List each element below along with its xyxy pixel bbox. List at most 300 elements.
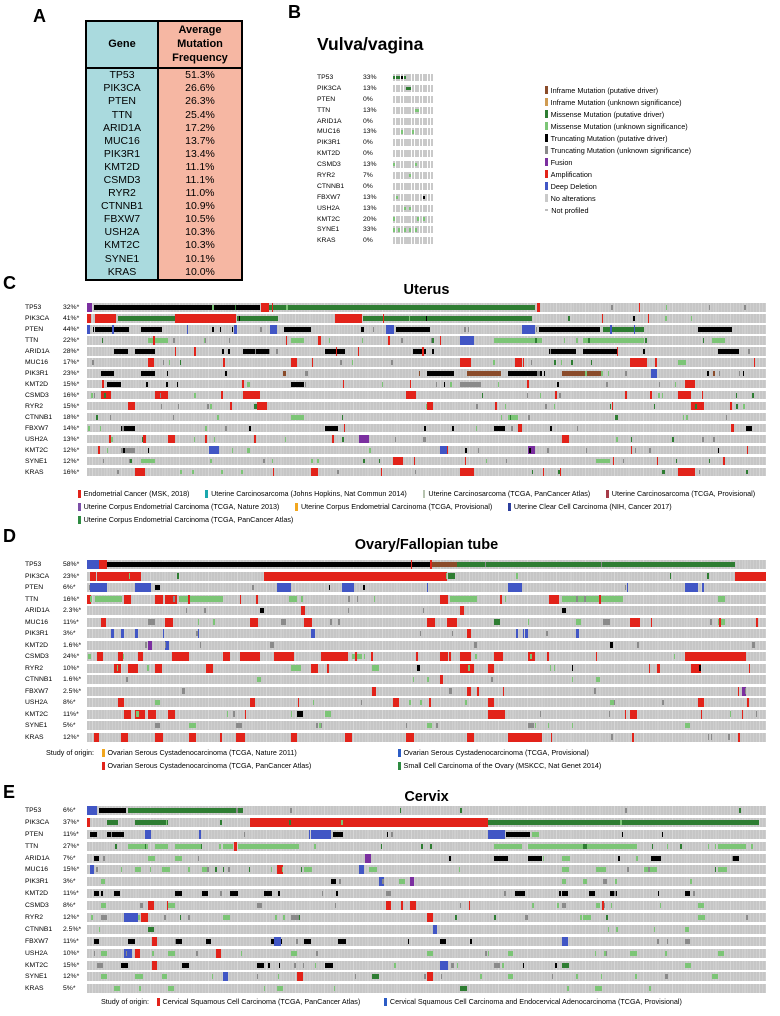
alteration-segment <box>168 710 175 719</box>
alteration-segment <box>678 468 695 477</box>
panel-e-title: Cervix <box>404 789 449 805</box>
alteration-segment <box>162 974 167 979</box>
alteration-segment <box>562 867 569 872</box>
gene-label: RYR2 <box>25 914 44 922</box>
alteration-segment <box>90 583 107 592</box>
sample-cell <box>431 128 433 135</box>
legend-swatch <box>398 762 401 770</box>
gene-cell: PIK3R1 <box>86 148 158 161</box>
alteration-segment <box>152 961 157 970</box>
oncoprint-row <box>25 572 766 581</box>
alteration-segment <box>685 380 695 389</box>
alteration-segment <box>179 596 223 601</box>
alteration-tick <box>452 631 454 636</box>
alteration-segment <box>90 832 97 837</box>
alteration-tick <box>557 382 558 387</box>
alteration-tick <box>634 325 636 334</box>
alteration-segment <box>257 963 264 968</box>
alteration-tick <box>680 844 682 849</box>
alteration-tick <box>331 305 332 310</box>
legend-label: Amplification <box>550 169 592 179</box>
oncoprint-row <box>25 961 766 970</box>
gene-label: PIK3R1 <box>25 369 49 377</box>
oncoprint-row <box>25 675 766 684</box>
table-row <box>86 148 242 161</box>
oncoprint-bar <box>87 457 766 466</box>
alteration-segment <box>532 832 539 837</box>
oncoprint-bar <box>87 358 766 367</box>
gene-cell: ARID1A <box>86 122 158 135</box>
frequency-label: 0% <box>363 237 373 245</box>
alteration-tick <box>633 316 635 321</box>
alteration-tick <box>187 325 188 334</box>
legend-swatch <box>545 170 548 178</box>
alteration-tick <box>611 903 612 908</box>
alteration-tick <box>188 867 190 872</box>
origin-legend-item <box>78 514 293 525</box>
alteration-segment <box>589 891 594 896</box>
oncoprint-row <box>25 380 766 389</box>
alteration-tick <box>249 426 251 431</box>
alteration-legend <box>545 84 691 216</box>
alteration-segment <box>148 927 153 932</box>
alteration-tick <box>316 723 318 728</box>
frequency-label: 27%* <box>63 842 80 850</box>
alteration-segment <box>135 629 138 638</box>
alteration-tick <box>321 723 323 728</box>
alteration-segment <box>698 915 705 920</box>
alteration-segment <box>155 664 162 673</box>
alteration-tick <box>463 664 465 673</box>
legend-swatch <box>545 86 548 94</box>
alteration-tick <box>225 844 227 849</box>
alteration-tick <box>315 963 317 968</box>
alteration-tick <box>726 415 727 420</box>
alteration-tick <box>301 867 302 872</box>
oncoprint-row <box>25 842 766 851</box>
alteration-tick <box>256 595 258 604</box>
gene-label: USH2A <box>317 204 340 212</box>
gene-label: CSMD3 <box>25 391 49 399</box>
alteration-segment <box>393 698 400 707</box>
oncoprint-row <box>25 468 766 477</box>
gene-label: ARID1A <box>25 347 50 355</box>
alteration-segment <box>135 867 142 872</box>
table-row <box>86 213 242 226</box>
frequency-label: 12%* <box>63 733 80 741</box>
gene-label: FBXW7 <box>25 937 49 945</box>
alteration-segment <box>562 903 566 908</box>
oncoprint-row <box>25 402 766 411</box>
alteration-tick <box>423 608 424 613</box>
sample-cells <box>393 237 433 244</box>
alteration-segment <box>101 974 108 979</box>
alteration-tick <box>229 338 230 343</box>
frequency-label: 3%* <box>63 878 76 886</box>
gene-label: KMT2C <box>25 710 49 718</box>
table-row <box>86 135 242 148</box>
alteration-tick <box>355 652 356 661</box>
alteration-tick <box>751 572 753 581</box>
gene-label: ARID1A <box>25 854 50 862</box>
alteration-segment <box>281 619 286 624</box>
alteration-segment <box>291 733 298 742</box>
alteration-segment <box>528 856 542 861</box>
frequency-label: 13% <box>363 161 377 169</box>
alteration-tick <box>728 734 730 739</box>
alteration-tick <box>143 435 145 444</box>
alteration-tick <box>260 327 262 332</box>
alteration-tick <box>362 338 364 343</box>
frequency-cell: 13.4% <box>158 148 242 161</box>
alteration-tick <box>742 710 744 719</box>
frequency-label: 6%* <box>63 584 76 591</box>
alteration-tick <box>303 963 305 968</box>
gene-label: TTN <box>25 336 39 344</box>
panel-c-letter: C <box>3 273 16 293</box>
origin-legend-label: Uterine Carcinosarcoma (TCGA, Provisional) <box>611 489 756 498</box>
alteration-segment <box>257 903 262 908</box>
alteration-tick <box>546 631 548 636</box>
alteration-tick <box>276 349 277 354</box>
oncoprint-row <box>25 865 766 874</box>
origin-legend-label: Uterine Carcinosarcoma (TCGA, PanCancer Atlas) <box>428 489 591 498</box>
alteration-segment <box>562 963 569 968</box>
gene-label: PTEN <box>317 95 336 103</box>
alteration-segment <box>630 951 637 956</box>
alteration-segment <box>440 652 448 661</box>
table-header-row <box>86 21 242 68</box>
alteration-segment <box>359 435 369 444</box>
alteration-segment <box>460 652 470 661</box>
alteration-tick <box>743 371 744 376</box>
oncoprint-row <box>25 314 766 323</box>
frequency-label: 0% <box>363 95 373 103</box>
oncoprint-bar <box>87 865 766 874</box>
alteration-tick <box>240 595 242 604</box>
frequency-label: 11%* <box>63 710 79 718</box>
alteration-tick <box>207 404 208 409</box>
alteration-segment <box>494 844 521 849</box>
alteration-tick <box>667 939 668 944</box>
alteration-tick <box>469 901 470 910</box>
alteration-segment <box>333 832 343 837</box>
alteration-tick <box>281 939 282 944</box>
alteration-tick <box>123 448 125 453</box>
alteration-segment <box>94 939 99 944</box>
alteration-segment <box>264 891 272 896</box>
alteration-segment <box>698 903 703 908</box>
alteration-tick <box>96 415 98 420</box>
gene-cell: SYNE1 <box>86 253 158 266</box>
alteration-tick <box>503 338 505 343</box>
frequency-label: 11%* <box>63 937 79 945</box>
alteration-tick <box>528 415 530 420</box>
alteration-segment <box>457 562 735 567</box>
oncoprint-row <box>25 446 766 455</box>
alteration-tick <box>476 404 478 409</box>
alteration-tick <box>606 915 608 920</box>
alteration-tick <box>102 380 104 389</box>
alteration-tick <box>713 437 715 442</box>
gene-label: CSMD3 <box>25 653 49 660</box>
legend-swatch <box>78 503 81 511</box>
alteration-tick <box>631 437 632 442</box>
alteration-segment <box>141 459 155 464</box>
oncoprint-row <box>25 358 766 367</box>
alteration-tick <box>278 891 280 896</box>
alteration-tick <box>401 338 403 343</box>
frequency-cell: 13.7% <box>158 135 242 148</box>
alteration-segment <box>284 327 311 332</box>
legend-swatch <box>102 762 105 770</box>
alteration-segment <box>460 336 474 345</box>
alteration-tick <box>254 404 256 409</box>
alteration-segment <box>359 865 364 874</box>
alteration-tick <box>239 316 241 321</box>
alteration-tick <box>280 572 281 581</box>
alteration-segment <box>372 665 379 670</box>
alteration-tick <box>699 470 700 475</box>
alteration-segment <box>155 585 160 590</box>
frequency-label: 15%* <box>63 402 80 410</box>
alteration-tick <box>126 677 128 682</box>
gene-label: KRAS <box>317 237 336 245</box>
alteration-tick <box>199 830 201 839</box>
alteration-tick <box>104 393 106 398</box>
alteration-tick <box>424 426 426 431</box>
frequency-label: 15%* <box>63 961 80 969</box>
alteration-segment <box>168 986 173 991</box>
alteration-tick <box>702 583 704 592</box>
oncoprint-row <box>25 877 766 886</box>
alteration-tick <box>257 974 258 979</box>
origin-legend-item <box>295 501 492 512</box>
alteration-tick <box>612 402 613 411</box>
oncoprint-row <box>317 150 433 157</box>
alteration-tick <box>610 325 612 334</box>
alteration-tick <box>249 867 250 872</box>
alteration-tick <box>129 573 131 578</box>
frequency-cell: 51.3% <box>158 68 242 82</box>
alteration-tick <box>269 349 270 354</box>
alteration-tick <box>336 891 338 896</box>
alteration-segment <box>515 891 525 896</box>
oncoprint-bar <box>87 606 766 615</box>
gene-label: PIK3CA <box>25 818 50 826</box>
alteration-segment <box>685 652 746 661</box>
alteration-tick <box>649 986 651 991</box>
alteration-tick <box>545 404 547 409</box>
oncoprint-row <box>25 984 766 993</box>
alteration-tick <box>423 437 425 442</box>
alteration-tick <box>247 448 249 453</box>
alteration-segment <box>406 391 416 400</box>
oncoprint-bar <box>87 618 766 627</box>
alteration-tick <box>715 867 716 872</box>
alteration-tick <box>450 382 451 387</box>
alteration-tick <box>136 711 138 716</box>
frequency-label: 0% <box>363 139 373 147</box>
legend-label: No alterations <box>550 193 596 203</box>
alteration-segment <box>685 891 690 896</box>
alteration-tick <box>130 459 131 464</box>
alteration-tick <box>436 723 438 728</box>
frequency-label: 15%* <box>63 380 80 388</box>
alteration-segment <box>175 856 182 861</box>
alteration-tick <box>465 700 467 705</box>
legend-label: Missense Mutation (unknown significance) <box>550 121 688 131</box>
alteration-tick <box>188 595 190 604</box>
origin-legend-label: Uterine Corpus Endometrial Carcinoma (TCGA, Provisional) <box>300 502 493 511</box>
alteration-tick <box>342 437 344 442</box>
alteration-segment <box>651 369 658 378</box>
alteration-tick <box>585 844 586 849</box>
alteration-tick <box>707 371 708 376</box>
alteration-tick <box>708 734 709 739</box>
gene-label: PIK3R1 <box>25 630 49 637</box>
alteration-tick <box>391 832 393 837</box>
sample-cells <box>393 139 433 146</box>
alteration-segment <box>301 606 305 615</box>
frequency-label: 2.5%* <box>63 925 82 933</box>
alteration-tick <box>343 380 344 389</box>
alteration-tick <box>341 820 343 825</box>
alteration-segment <box>369 867 377 872</box>
gene-label: SYNE1 <box>317 226 340 234</box>
alteration-segment <box>148 619 155 624</box>
alteration-tick <box>708 844 709 849</box>
alteration-tick <box>635 618 637 627</box>
alteration-segment <box>583 338 644 343</box>
alteration-tick <box>388 336 390 345</box>
alteration-tick <box>123 654 124 659</box>
oncoprint-bar <box>87 877 766 886</box>
alteration-segment <box>304 867 312 872</box>
alteration-tick <box>551 733 552 742</box>
alteration-segment <box>111 629 114 638</box>
alteration-tick <box>520 424 522 433</box>
alteration-segment <box>236 723 241 728</box>
legend-swatch <box>508 503 511 511</box>
alteration-segment <box>155 595 163 604</box>
alteration-segment <box>386 891 391 896</box>
alteration-segment <box>393 457 403 466</box>
alteration-segment <box>562 608 566 613</box>
oncoprint-bar <box>87 446 766 455</box>
alteration-tick <box>701 710 702 719</box>
alteration-segment <box>427 402 434 411</box>
legend-swatch <box>545 98 548 106</box>
alteration-tick <box>525 915 527 920</box>
alteration-tick <box>449 856 451 861</box>
alteration-tick <box>754 358 755 367</box>
alteration-segment <box>107 562 430 567</box>
table-row <box>86 95 242 108</box>
alteration-segment <box>101 879 105 884</box>
frequency-label: 12%* <box>63 914 80 922</box>
alteration-tick <box>649 448 651 453</box>
alteration-tick <box>615 415 617 420</box>
oncoprint-row <box>25 972 766 981</box>
legend-label: Inframe Mutation (putative driver) <box>550 85 659 95</box>
alteration-tick <box>117 665 118 670</box>
frequency-cell: 10.1% <box>158 253 242 266</box>
panel-d-title: Ovary/Fallopian tube <box>354 537 499 553</box>
alteration-segment <box>515 358 522 367</box>
alteration-tick <box>739 808 740 813</box>
alteration-tick <box>426 316 427 321</box>
origin-legend-item <box>78 488 189 499</box>
gene-label: CSMD3 <box>317 161 341 169</box>
alteration-tick <box>126 951 128 956</box>
table-row <box>86 68 242 82</box>
oncoprint-row <box>25 560 766 569</box>
legend-item <box>545 132 691 144</box>
alteration-tick <box>205 426 207 431</box>
alteration-tick <box>540 711 541 716</box>
alteration-segment <box>168 435 175 444</box>
alteration-tick <box>567 986 569 991</box>
alteration-segment <box>114 891 119 896</box>
alteration-tick <box>194 437 195 442</box>
frequency-label: 33% <box>363 74 377 81</box>
oncoprint-row <box>25 629 766 638</box>
alteration-tick <box>391 360 392 365</box>
frequency-cell: 26.3% <box>158 95 242 108</box>
oncoprint-row <box>317 118 433 125</box>
alteration-tick <box>173 596 175 601</box>
frequency-label: 11%* <box>63 618 79 626</box>
gene-label: FBXW7 <box>25 424 49 432</box>
alteration-segment <box>141 371 155 376</box>
alteration-tick <box>242 380 244 389</box>
alteration-tick <box>666 305 667 310</box>
alteration-segment <box>124 913 138 922</box>
oncoprint-bar <box>87 830 766 839</box>
alteration-tick <box>736 393 737 398</box>
alteration-segment <box>539 327 600 332</box>
alteration-tick <box>192 470 194 475</box>
oncoprint-row <box>25 901 766 910</box>
alteration-tick <box>502 963 504 968</box>
alteration-tick <box>268 963 270 968</box>
oncoprint-row <box>25 806 766 815</box>
alteration-tick <box>369 448 371 453</box>
alteration-tick <box>232 327 234 332</box>
alteration-tick <box>485 562 486 567</box>
gene-label: USH2A <box>25 949 48 957</box>
alteration-tick <box>588 338 589 343</box>
alteration-tick <box>601 562 602 567</box>
alteration-segment <box>678 391 692 400</box>
oncoprint-row <box>317 161 433 168</box>
alteration-tick <box>649 664 650 673</box>
alteration-segment <box>440 675 443 684</box>
alteration-tick <box>614 891 616 896</box>
alteration-tick <box>583 844 585 849</box>
alteration-tick <box>334 986 336 991</box>
alteration-segment <box>155 723 160 728</box>
alteration-segment <box>583 915 591 920</box>
alteration-tick <box>205 435 207 444</box>
frequency-label: 24%* <box>63 653 80 660</box>
oncoprint-row <box>25 854 766 863</box>
alteration-tick <box>476 426 477 431</box>
cervix-oncoprint <box>25 806 766 996</box>
gene-cell: CTNNB1 <box>86 200 158 213</box>
frequency-label: 12%* <box>63 457 80 465</box>
